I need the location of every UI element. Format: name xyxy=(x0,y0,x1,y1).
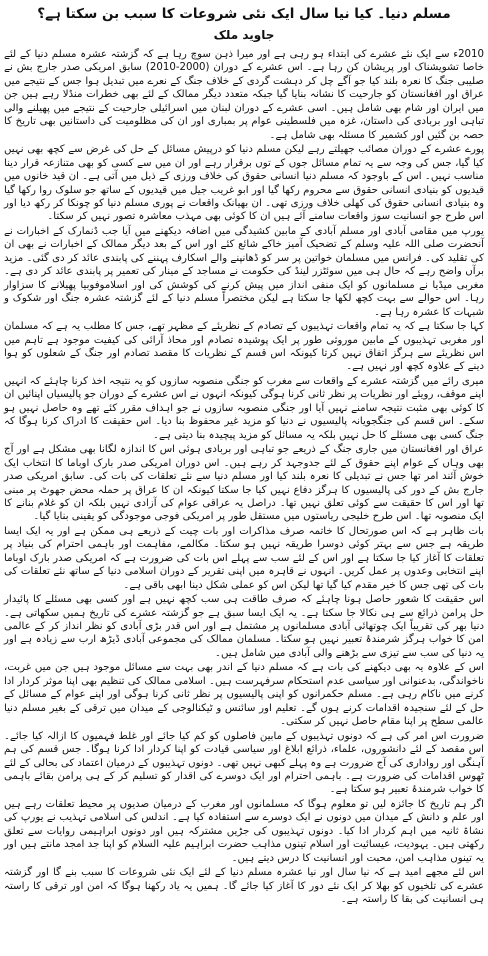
article-paragraph: عراق اور افغانستان میں جاری جنگ کے ذریعے جو تباہی اور بربادی ہوئی اس کا اندازہ لگانا بھی مشکل ہے اور آج بھی وہاں کے عوام اپنے حقوق کے لئے جدوجہد کر رہے ہیں۔ اس دوران امریکی صدر بارک اوباما کا انتخاب ایک خوش آئند امر تھا جس نے تبدیلی کا نعرہ بلند کیا اور مسلم دنیا سے نئے تعلقات کی بات کی۔ سابق امریکی صدر جارج بش کے دور کی پالیسیوں کا ہرگز دفاع نہیں کیا جا سکتا کیونکہ ان کا عراق پر حملہ محض جھوٹ پر مبنی تھا اور اس کا حقیقت سے کوئی تعلق نہیں تھا۔ دراصل یہ عراقی عوام کی آزادی نہیں بلکہ ان کو غلام بنانے کا ایک منصوبہ تھا۔ اس طرح خلیجی ریاستوں میں مستقل طور پر امریکی فوجی موجودگی کو یقینی بنایا گیا۔ xyxy=(4,444,484,523)
article-paragraph: بات ظاہر ہے کہ اس صورتحال کا خاتمہ صرف مذاکرات اور بات چیت کے ذریعے ہی ممکن ہے اور یہ ایک ایسا طریقہ ہے جس سے بہتر کوئی دوسرا طریقہ نہیں ہو سکتا۔ مکالمے، مفاہمت اور باہمی احترام کی بنیاد پر تعلقات کا آغاز کیا جا سکتا ہے اور اس کے لئے سب سے پہلے اس بات کی ضرورت ہے کہ امریکی صدر بارک اوباما اپنے انتخابی وعدوں پر عمل کریں۔ انہوں نے قاہرہ میں اپنی تقریر کے دوران اسلامی دنیا کے ساتھ نئے تعلقات کی بات کی تھی جس کا خیر مقدم کیا گیا تھا لیکن اس کو عملی شکل دینا ابھی باقی ہے۔ xyxy=(4,525,484,591)
article-paragraph: کہا جا سکتا ہے کہ یہ تمام واقعات تہذیبوں کے تصادم کے نظریئے کے مظہر تھے، جس کا مطلب یہ ہے کہ مسلمان اور مغربی تہذیبوں کے مابین موروثی طور پر ایک پوشیدہ تصادم اور محاذ آرائی کی کیفیت موجود ہے تاہم میں اس نظریئے سے ہرگز اتفاق نہیں کرتا کیونکہ اس قسم کے نظریات کا مقصد تصادم اور جنگ کے شعلوں کو ہوا دینے کے علاوہ کچھ اور نہیں ہے۔ xyxy=(4,321,484,373)
article-headline: مسلم دنیا۔ کیا نیا سال ایک نئی شروعات کا سبب بن سکتا ہے؟ xyxy=(37,6,451,22)
article-paragraph: اس لئے مجھے امید ہے کہ نیا سال اور نیا عشرہ مسلم دنیا کے لئے ایک نئی شروعات کا سبب بنے گا اور گزشتہ عشرے کی تلخیوں کو بھلا کر ایک نئے دور کا آغاز کیا جائے گا۔ ہمیں یہ یاد رکھنا ہوگا کہ امن اور ترقی کا راستہ ہی انسانیت کی بقا کا راستہ ہے۔ xyxy=(4,867,484,906)
article-paragraph: 2010ء سے ایک نئے عشرے کی ابتداء ہو رہی ہے اور میرا ذہن سوچ رہا ہے کہ گزشتہ عشرہ مسلم دنیا کے لئے خاصا تشویشناک اور پریشان کن رہا ہے۔ اس عشرے کے دوران (2000-2010) سابق امریکی صدر جارج بش نے صلیبی جنگ کا نعرہ بلند کیا جو آگے چل کر دہشت گردی کے خلاف جنگ کے نعرے میں تبدیل ہوا جس کے نتیجے میں عراق اور افغانستان کو جارحیت کا نشانہ بنایا گیا جبکہ متعدد دیگر ممالک کے لئے بھی خطرات منڈلا رہے ہیں جن میں ایران اور شام بھی شامل ہیں۔ اسی عشرے کے دوران لبنان میں اسرائیلی جارحیت کے نتیجے میں پھیلنے والی تباہی اور بربادی کی داستان، غزہ میں فلسطینی عوام پر بمباری اور ان کی مظلومیت کی داستانیں بھی تاریخ کا حصہ بن گئیں اور کشمیر کا مسئلہ بھی شامل ہے۔ xyxy=(4,49,484,141)
article-paragraph: میری رائے میں گزشتہ عشرے کے واقعات سے مغرب کو جنگی منصوبہ سازوں کو یہ نتیجہ اخذ کرنا چاہئے کہ انہیں اپنے موقف، رویئے اور نظریات پر نظر ثانی کرنا ہوگی کیونکہ انہوں نے اس عشرے کے دوران جو پالیسیاں اپنائیں ان کا کوئی بھی مثبت نتیجہ سامنے نہیں آیا اور جنگی منصوبہ سازوں نے جو اہداف مقرر کئے تھے وہ حاصل نہیں ہو سکے۔ اس قسم کی جنگجویانہ پالیسیوں نے دنیا کو مزید غیر محفوظ بنا دیا۔ اس حقیقت کا ادراک کرنا ہوگا کہ جنگ کسی بھی مسئلے کا حل نہیں بلکہ یہ مسائل کو مزید پیچیدہ بنا دیتی ہے۔ xyxy=(4,375,484,441)
article-paragraph: یورپ میں مقامی آبادی اور مسلم آبادی کے مابین کشیدگی میں اضافہ دیکھنے میں آیا جب ڈنمارک کے اخبارات نے آنحضرت صلی اللہ علیہ وسلم کے تضحیک آمیز خاکے شائع کئے اور اس کے بعد دیگر ممالک کے اخبارات نے بھی ان کی تقلید کی۔ فرانس میں مسلمان خواتین پر سر کو ڈھانپنے والے اسکارف پہننے کی پابندی عائد کر دی گئی۔ مزید برآں واضح رہے کہ حال ہی میں سوئٹزر لینڈ کی حکومت نے مساجد کے مینار کی تعمیر پر پابندی عائد کر دی ہے۔ مغربی میڈیا نے مسلمانوں کو ایک منفی انداز میں پیش کرنے کی کوشش کی اور اسلاموفوبیا پھیلانے کا سزاوار رہا۔ اس حوالے سے بہت کچھ لکھا جا سکتا ہے لیکن مختصراً مسلم دنیا کے لئے گزشتہ عشرہ جنگ اور شکوک و شبہات کا عشرہ رہا ہے۔ xyxy=(4,225,484,318)
article-paragraph: اس کے علاوہ یہ بھی دیکھنے کی بات ہے کہ مسلم دنیا کے اندر بھی بہت سے مسائل موجود ہیں جن میں غربت، ناخواندگی، بدعنوانی اور سیاسی عدم استحکام سرفہرست ہیں۔ اسلامی ممالک کی تنظیم بھی اپنا موثر کردار ادا کرنے میں ناکام رہی ہے۔ مسلم حکمرانوں کو اپنی پالیسیوں پر نظر ثانی کرنا ہوگی اور اپنے عوام کے مسائل کے حل کے لئے سنجیدہ اقدامات کرنے ہوں گے۔ تعلیم اور سائنس و ٹیکنالوجی کے میدان میں ترقی کے بغیر مسلم دنیا عالمی سطح پر اپنا مقام حاصل نہیں کر سکتی۔ xyxy=(4,662,484,728)
article-paragraph: ضرورت اس امر کی ہے کہ دونوں تہذیبوں کے مابین فاصلوں کو کم کیا جائے اور غلط فہمیوں کا ازالہ کیا جائے۔ اس مقصد کے لئے دانشوروں، علماء، ذرائع ابلاغ اور سیاسی قیادت کو اپنا کردار ادا کرنا ہوگا۔ جس قسم کی ہم آہنگی اور رواداری کی آج ضرورت ہے وہ پہلے کبھی نہیں تھی۔ دونوں تہذیبوں کے درمیان اعتماد کی بحالی کے لئے ٹھوس اقدامات کی ضرورت ہے۔ باہمی احترام اور ایک دوسرے کی اقدار کو تسلیم کر کے ہی پرامن بقائے باہمی کا خواب شرمندۂ تعبیر ہو سکتا ہے۔ xyxy=(4,730,484,796)
author-byline: جاوید ملک xyxy=(213,28,275,42)
article-paragraph: پورے عشرے کے دوران مصائب جھیلتے رہے لیکن مسلم دنیا کو درپیش مسائل کے حل کی غرض سے کچھ بھی نہیں کیا گیا، جس کی وجہ سے یہ تمام مسائل جوں کے توں برقرار رہے اور ان میں سے کسی کو بھی متنازعہ قرار دینا مناسب نہیں۔ اس کے باوجود کہ مسلم دنیا انسانی حقوق کی خلاف ورزی کے ذیل میں آتی ہے۔ ان قید خانوں میں قیدیوں کو بنیادی انسانی حقوق سے محروم رکھا گیا اور ابو غریب جیل میں قیدیوں کے ساتھ جو سلوک روا رکھا گیا وہ بنیادی انسانی حقوق کی کھلی خلاف ورزی تھی۔ ان بھیانک واقعات نے پوری مسلم دنیا کو چونکا کر رکھ دیا اور اس طرح جو انسانیت سوز واقعات سامنے آئے ہیں ان کا کوئی بھی مہذب معاشرہ تصور نہیں کر سکتا۔ xyxy=(4,144,484,223)
article-paragraph: اس حقیقت کا شعور حاصل ہونا چاہئے کہ صرف طاقت ہی سب کچھ نہیں ہے اور کسی بھی مسئلے کا پائیدار حل پرامن ذرائع سے ہی نکالا جا سکتا ہے۔ یہ ایک ایسا سبق ہے جو گزشتہ عشرے کی تاریخ ہمیں سکھاتی ہے۔ دنیا بھر کی تقریباً ایک چوتھائی آبادی مسلمانوں پر مشتمل ہے اور اس قدر بڑی آبادی کو نظر انداز کر کے عالمی امن کا خواب ہرگز شرمندۂ تعبیر نہیں ہو سکتا۔ مسلمان ممالک کی مجموعی آبادی ڈیڑھ ارب سے زیادہ ہے اور یہ دنیا کی سب سے تیزی سے بڑھنے والی آبادی میں شامل ہیں۔ xyxy=(4,594,484,659)
article-paragraph: اگر ہم تاریخ کا جائزہ لیں تو معلوم ہوگا کہ مسلمانوں اور مغرب کے درمیان صدیوں پر محیط تعلقات رہے ہیں اور علم و دانش کے میدان میں دونوں نے ایک دوسرے سے استفادہ کیا ہے۔ اندلس کی اسلامی تہذیب نے یورپ کی نشاۃ ثانیہ میں اہم کردار ادا کیا۔ دونوں تہذیبوں کی جڑیں مشترکہ ہیں اور دونوں ابراہیمی روایات سے تعلق رکھتی ہیں۔ یہودیت، عیسائیت اور اسلام تینوں مذاہب حضرت ابراہیم علیہ السلام کو اپنا جد امجد مانتے ہیں اور یہ تینوں مذاہب امن، محبت اور انسانیت کا درس دیتے ہیں۔ xyxy=(4,798,484,864)
article-body xyxy=(4,48,484,907)
